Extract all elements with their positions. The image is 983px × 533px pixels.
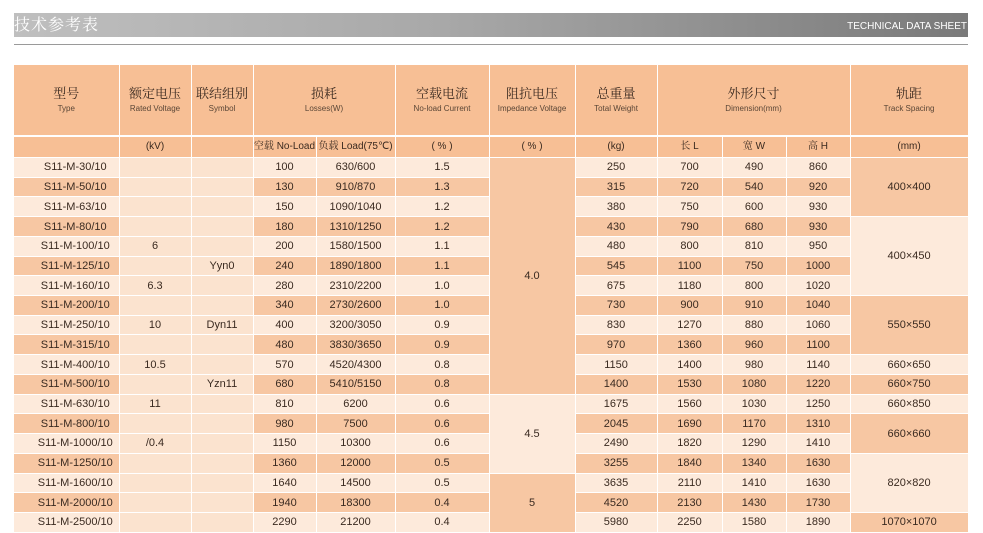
cell-symbol xyxy=(191,335,253,355)
cell-load: 3830/3650 xyxy=(316,335,395,355)
cell-weight: 4520 xyxy=(575,493,657,513)
cell-width: 1430 xyxy=(722,493,786,513)
cell-type: S11-M-250/10 xyxy=(14,315,119,335)
cell-impedance: 4.0 xyxy=(489,158,575,395)
cell-symbol xyxy=(191,434,253,454)
cell-track: 400×450 xyxy=(850,217,968,296)
cell-load: 1580/1500 xyxy=(316,236,395,256)
cell-height: 1140 xyxy=(786,355,850,375)
cell-impedance: 4.5 xyxy=(489,394,575,473)
cell-noload: 340 xyxy=(253,296,316,316)
table-row xyxy=(14,158,968,178)
cell-noload: 480 xyxy=(253,335,316,355)
cell-type: S11-M-30/10 xyxy=(14,158,119,178)
cell-noload: 1940 xyxy=(253,493,316,513)
cell-noload: 980 xyxy=(253,414,316,434)
cell-symbol xyxy=(191,296,253,316)
cell-height: 1100 xyxy=(786,335,850,355)
cell-track: 1070×1070 xyxy=(850,512,968,532)
cell-current: 1.1 xyxy=(395,236,489,256)
cell-height: 1630 xyxy=(786,473,850,493)
unit-current: ( % ) xyxy=(395,136,489,158)
cell-current: 0.9 xyxy=(395,315,489,335)
cell-width: 810 xyxy=(722,236,786,256)
cell-width: 750 xyxy=(722,256,786,276)
cell-length: 720 xyxy=(657,177,722,197)
cell-type: S11-M-80/10 xyxy=(14,217,119,237)
cell-voltage xyxy=(119,177,191,197)
cell-type: S11-M-63/10 xyxy=(14,197,119,217)
cell-width: 1410 xyxy=(722,473,786,493)
cell-length: 1820 xyxy=(657,434,722,454)
cell-width: 800 xyxy=(722,276,786,296)
col-header-dimension: 外形尺寸 Dimension(mm) xyxy=(657,65,850,136)
cell-track: 550×550 xyxy=(850,296,968,355)
cell-length: 790 xyxy=(657,217,722,237)
cell-noload: 240 xyxy=(253,256,316,276)
cell-weight: 1400 xyxy=(575,374,657,394)
cell-height: 1890 xyxy=(786,512,850,532)
cell-voltage xyxy=(119,512,191,532)
cell-current: 0.6 xyxy=(395,394,489,414)
cell-length: 1100 xyxy=(657,256,722,276)
cell-weight: 830 xyxy=(575,315,657,335)
cell-height: 1410 xyxy=(786,434,850,454)
cell-track: 820×820 xyxy=(850,453,968,512)
cell-load: 2730/2600 xyxy=(316,296,395,316)
cell-weight: 1675 xyxy=(575,394,657,414)
cell-current: 1.0 xyxy=(395,276,489,296)
unit-noload: 空载 No-Load xyxy=(253,136,316,158)
cell-type: S11-M-630/10 xyxy=(14,394,119,414)
cell-voltage: 10 xyxy=(119,315,191,335)
cell-height: 1250 xyxy=(786,394,850,414)
cell-load: 630/600 xyxy=(316,158,395,178)
cell-length: 1180 xyxy=(657,276,722,296)
cell-load: 10300 xyxy=(316,434,395,454)
cell-length: 1360 xyxy=(657,335,722,355)
cell-height: 950 xyxy=(786,236,850,256)
cell-weight: 2045 xyxy=(575,414,657,434)
cell-noload: 570 xyxy=(253,355,316,375)
cell-type: S11-M-400/10 xyxy=(14,355,119,375)
cell-height: 1060 xyxy=(786,315,850,335)
cell-weight: 380 xyxy=(575,197,657,217)
cell-noload: 680 xyxy=(253,374,316,394)
cell-load: 1890/1800 xyxy=(316,256,395,276)
cell-load: 5410/5150 xyxy=(316,374,395,394)
cell-type: S11-M-2000/10 xyxy=(14,493,119,513)
cell-weight: 480 xyxy=(575,236,657,256)
unit-weight: (kg) xyxy=(575,136,657,158)
cell-type: S11-M-50/10 xyxy=(14,177,119,197)
cell-current: 0.4 xyxy=(395,512,489,532)
cell-current: 0.8 xyxy=(395,355,489,375)
cell-noload: 1150 xyxy=(253,434,316,454)
cell-type: S11-M-315/10 xyxy=(14,335,119,355)
cell-symbol xyxy=(191,414,253,434)
cell-current: 1.1 xyxy=(395,256,489,276)
cell-length: 2130 xyxy=(657,493,722,513)
cell-current: 0.8 xyxy=(395,374,489,394)
unit-length: 长 L xyxy=(657,136,722,158)
cell-weight: 730 xyxy=(575,296,657,316)
cell-load: 21200 xyxy=(316,512,395,532)
col-header-weight: 总重量 Total Weight xyxy=(575,65,657,136)
cell-length: 1840 xyxy=(657,453,722,473)
unit-track: (mm) xyxy=(850,136,968,158)
cell-track: 660×850 xyxy=(850,394,968,414)
cell-height: 1310 xyxy=(786,414,850,434)
technical-data-table xyxy=(14,65,969,533)
cell-width: 540 xyxy=(722,177,786,197)
cell-length: 900 xyxy=(657,296,722,316)
cell-weight: 315 xyxy=(575,177,657,197)
cell-symbol xyxy=(191,276,253,296)
cell-type: S11-M-1250/10 xyxy=(14,453,119,473)
cell-noload: 200 xyxy=(253,236,316,256)
cell-length: 1270 xyxy=(657,315,722,335)
cell-height: 930 xyxy=(786,197,850,217)
col-header-current: 空载电流 No-load Current xyxy=(395,65,489,136)
cell-load: 18300 xyxy=(316,493,395,513)
cell-current: 1.2 xyxy=(395,197,489,217)
cell-track: 660×650 xyxy=(850,355,968,375)
cell-width: 1080 xyxy=(722,374,786,394)
cell-width: 910 xyxy=(722,296,786,316)
col-header-voltage: 额定电压 Rated Voltage xyxy=(119,65,191,136)
cell-weight: 3635 xyxy=(575,473,657,493)
cell-type: S11-M-100/10 xyxy=(14,236,119,256)
cell-current: 0.5 xyxy=(395,453,489,473)
cell-noload: 2290 xyxy=(253,512,316,532)
cell-voltage: 6.3 xyxy=(119,276,191,296)
cell-symbol: Yyn0 xyxy=(191,256,253,276)
cell-load: 7500 xyxy=(316,414,395,434)
cell-current: 0.6 xyxy=(395,434,489,454)
cell-voltage xyxy=(119,158,191,178)
cell-noload: 1360 xyxy=(253,453,316,473)
cell-symbol xyxy=(191,177,253,197)
cell-current: 0.4 xyxy=(395,493,489,513)
cell-symbol xyxy=(191,158,253,178)
cell-current: 1.0 xyxy=(395,296,489,316)
cell-type: S11-M-500/10 xyxy=(14,374,119,394)
cell-noload: 180 xyxy=(253,217,316,237)
table-row xyxy=(14,473,968,493)
cell-length: 800 xyxy=(657,236,722,256)
cell-load: 2310/2200 xyxy=(316,276,395,296)
cell-symbol xyxy=(191,473,253,493)
cell-load: 4520/4300 xyxy=(316,355,395,375)
cell-track: 660×660 xyxy=(850,414,968,453)
cell-type: S11-M-160/10 xyxy=(14,276,119,296)
unit-width: 宽 W xyxy=(722,136,786,158)
cell-noload: 130 xyxy=(253,177,316,197)
cell-load: 1310/1250 xyxy=(316,217,395,237)
cell-noload: 150 xyxy=(253,197,316,217)
unit-voltage: (kV) xyxy=(119,136,191,158)
cell-voltage xyxy=(119,256,191,276)
col-header-track: 轨距 Track Spacing xyxy=(850,65,968,136)
cell-noload: 1640 xyxy=(253,473,316,493)
unit-symbol xyxy=(191,136,253,158)
header-divider xyxy=(14,44,968,45)
cell-width: 1290 xyxy=(722,434,786,454)
cell-width: 1340 xyxy=(722,453,786,473)
cell-height: 1000 xyxy=(786,256,850,276)
cell-weight: 430 xyxy=(575,217,657,237)
cell-voltage xyxy=(119,473,191,493)
col-header-type: 型号 Type xyxy=(14,65,119,136)
cell-symbol xyxy=(191,217,253,237)
cell-length: 700 xyxy=(657,158,722,178)
cell-length: 1690 xyxy=(657,414,722,434)
cell-type: S11-M-1000/10 xyxy=(14,434,119,454)
cell-width: 880 xyxy=(722,315,786,335)
cell-height: 1730 xyxy=(786,493,850,513)
cell-voltage xyxy=(119,197,191,217)
cell-noload: 400 xyxy=(253,315,316,335)
cell-width: 1030 xyxy=(722,394,786,414)
cell-type: S11-M-2500/10 xyxy=(14,512,119,532)
cell-height: 1630 xyxy=(786,453,850,473)
cell-current: 1.5 xyxy=(395,158,489,178)
cell-width: 600 xyxy=(722,197,786,217)
cell-voltage: /0.4 xyxy=(119,434,191,454)
cell-symbol: Yzn11 xyxy=(191,374,253,394)
cell-weight: 5980 xyxy=(575,512,657,532)
cell-track: 660×750 xyxy=(850,374,968,394)
cell-width: 1170 xyxy=(722,414,786,434)
cell-weight: 545 xyxy=(575,256,657,276)
cell-track: 400×400 xyxy=(850,158,968,217)
cell-current: 0.9 xyxy=(395,335,489,355)
cell-width: 490 xyxy=(722,158,786,178)
cell-voltage xyxy=(119,335,191,355)
cell-load: 3200/3050 xyxy=(316,315,395,335)
cell-type: S11-M-125/10 xyxy=(14,256,119,276)
cell-voltage: 11 xyxy=(119,394,191,414)
cell-symbol: Dyn11 xyxy=(191,315,253,335)
unit-impedance: ( % ) xyxy=(489,136,575,158)
col-header-losses: 损耗 Losses(W) xyxy=(253,65,395,136)
cell-width: 1580 xyxy=(722,512,786,532)
unit-type xyxy=(14,136,119,158)
cell-weight: 675 xyxy=(575,276,657,296)
cell-weight: 1150 xyxy=(575,355,657,375)
cell-length: 1530 xyxy=(657,374,722,394)
cell-noload: 280 xyxy=(253,276,316,296)
page-title: 技术参考表 xyxy=(14,15,100,34)
cell-voltage: 6 xyxy=(119,236,191,256)
cell-height: 920 xyxy=(786,177,850,197)
cell-type: S11-M-200/10 xyxy=(14,296,119,316)
cell-voltage: 10.5 xyxy=(119,355,191,375)
col-header-symbol: 联结组别 Symbol xyxy=(191,65,253,136)
cell-height: 1220 xyxy=(786,374,850,394)
header-row xyxy=(14,65,968,136)
header-banner xyxy=(14,13,968,37)
cell-symbol xyxy=(191,236,253,256)
cell-voltage xyxy=(119,296,191,316)
cell-load: 910/870 xyxy=(316,177,395,197)
cell-length: 2250 xyxy=(657,512,722,532)
cell-voltage xyxy=(119,217,191,237)
cell-load: 12000 xyxy=(316,453,395,473)
cell-current: 1.3 xyxy=(395,177,489,197)
cell-symbol xyxy=(191,453,253,473)
cell-length: 2110 xyxy=(657,473,722,493)
cell-symbol xyxy=(191,197,253,217)
cell-voltage xyxy=(119,493,191,513)
cell-load: 1090/1040 xyxy=(316,197,395,217)
cell-current: 1.2 xyxy=(395,217,489,237)
cell-length: 1400 xyxy=(657,355,722,375)
cell-height: 1020 xyxy=(786,276,850,296)
cell-weight: 250 xyxy=(575,158,657,178)
cell-weight: 3255 xyxy=(575,453,657,473)
cell-width: 680 xyxy=(722,217,786,237)
cell-voltage xyxy=(119,414,191,434)
cell-weight: 2490 xyxy=(575,434,657,454)
cell-type: S11-M-1600/10 xyxy=(14,473,119,493)
cell-symbol xyxy=(191,493,253,513)
cell-weight: 970 xyxy=(575,335,657,355)
cell-length: 1560 xyxy=(657,394,722,414)
cell-type: S11-M-800/10 xyxy=(14,414,119,434)
page-subtitle: TECHNICAL DATA SHEET xyxy=(847,21,967,32)
cell-impedance: 5 xyxy=(489,473,575,532)
cell-voltage xyxy=(119,453,191,473)
unit-height: 高 H xyxy=(786,136,850,158)
cell-width: 980 xyxy=(722,355,786,375)
cell-length: 750 xyxy=(657,197,722,217)
table-row xyxy=(14,394,968,414)
cell-current: 0.5 xyxy=(395,473,489,493)
cell-noload: 810 xyxy=(253,394,316,414)
cell-symbol xyxy=(191,512,253,532)
cell-current: 0.6 xyxy=(395,414,489,434)
page-header xyxy=(0,0,983,46)
cell-load: 6200 xyxy=(316,394,395,414)
unit-load: 负载 Load(75℃) xyxy=(316,136,395,158)
cell-noload: 100 xyxy=(253,158,316,178)
cell-height: 860 xyxy=(786,158,850,178)
cell-symbol xyxy=(191,394,253,414)
cell-height: 1040 xyxy=(786,296,850,316)
units-row xyxy=(14,136,968,158)
cell-width: 960 xyxy=(722,335,786,355)
cell-symbol xyxy=(191,355,253,375)
col-header-impedance: 阻抗电压 Impedance Voltage xyxy=(489,65,575,136)
cell-voltage xyxy=(119,374,191,394)
cell-height: 930 xyxy=(786,217,850,237)
cell-load: 14500 xyxy=(316,473,395,493)
